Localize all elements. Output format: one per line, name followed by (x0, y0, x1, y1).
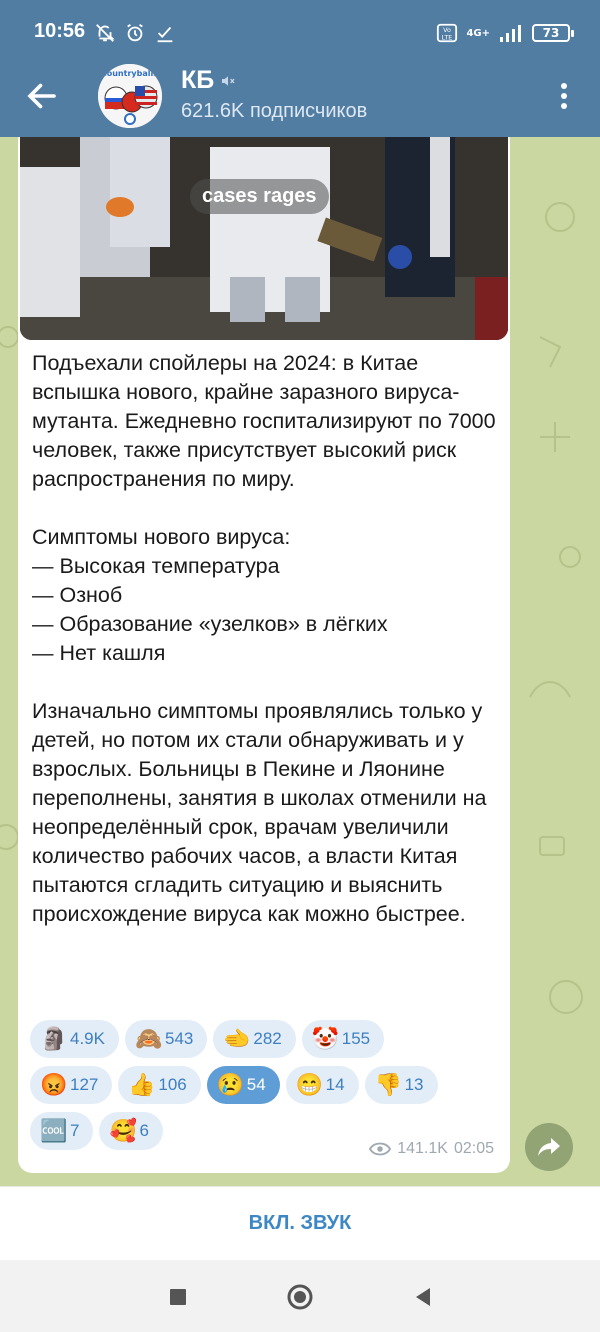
reaction-angry[interactable] (30, 1066, 112, 1104)
reaction-count: 127 (70, 1075, 99, 1094)
system-nav-bar (0, 1260, 600, 1332)
subscriber-count: 621.6K подписчиков (181, 100, 368, 122)
reaction-count: 4.9K (70, 1029, 105, 1048)
reaction-cool[interactable] (30, 1112, 93, 1150)
reaction-count: 6 (139, 1121, 149, 1140)
channel-name: КБ (181, 66, 215, 94)
battery-indicator: 73 (532, 24, 570, 42)
moai-icon: 🗿 (40, 1026, 68, 1051)
reaction-moai[interactable] (30, 1020, 119, 1058)
mute-bell-icon (94, 22, 116, 44)
network-type: 4G+ (466, 27, 490, 39)
reaction-count: 7 (70, 1121, 80, 1140)
cool-icon: 🆒 (40, 1118, 68, 1143)
back-icon[interactable] (408, 1282, 438, 1312)
thumbs-up-icon: 👍 (128, 1072, 156, 1097)
message-text: Подъехали спойлеры на 2024: в Китае вспышка нового, крайне заразного вируса-мутанта. Ежедневно госпитализируют по 7000 человек, также присутствует высокий риск распространения по миру. Симптомы нового вируса: — Высокая температура — Озноб — Образование «узелков» в лёгких — Нет кашля Изначально симптомы проявлялись только у детей, но потом их стали обнаруживать и у взрослых. Больницы в Пекине и Ляонине переполнены, занятия в школах отменили на неопределённый срок, врачам увеличили количество рабочих часов, а власти Китая пытаются сгладить ситуацию и выяснить происхождение вируса как можно быстрее. (32, 351, 496, 926)
reaction-row (30, 1020, 500, 1058)
recent-apps-icon[interactable] (163, 1282, 193, 1312)
video-caption: cases rages (190, 179, 329, 214)
download-check-icon (154, 22, 176, 44)
reaction-thumbs-down[interactable] (365, 1066, 438, 1104)
thumbs-down-icon: 👎 (374, 1072, 402, 1097)
reactions-panel (30, 1020, 500, 1158)
channel-header (0, 62, 600, 137)
svg-text:Vo: Vo (443, 26, 452, 35)
volte-icon (436, 22, 458, 44)
chat-area[interactable] (0, 137, 600, 1186)
see-no-evil-monkey-icon: 🙈 (134, 1026, 163, 1051)
svg-text:countryballs: countryballs (102, 69, 158, 78)
share-button[interactable] (525, 1123, 573, 1171)
reaction-count: 106 (158, 1075, 187, 1094)
reaction-row (30, 1066, 500, 1104)
reaction-count: 14 (325, 1075, 345, 1094)
reaction-count: 282 (253, 1029, 282, 1048)
video-preview[interactable] (20, 137, 508, 340)
status-time: 10:56 (34, 20, 86, 42)
back-arrow-icon[interactable] (24, 78, 60, 114)
reaction-count: 155 (341, 1029, 371, 1048)
reaction-clown[interactable] (302, 1020, 384, 1058)
countryballs-logo-icon (98, 64, 162, 128)
alarm-icon (124, 22, 146, 44)
signal-4g-icon (498, 23, 524, 43)
status-bar (0, 0, 600, 62)
unmute-button[interactable]: ВКЛ. ЗВУК (0, 1186, 600, 1260)
channel-avatar[interactable] (98, 64, 162, 128)
reaction-count: 54 (246, 1075, 266, 1094)
reaction-thumbs-up[interactable] (118, 1066, 200, 1104)
reaction-crying[interactable] (207, 1066, 280, 1104)
clown-icon: 🤡 (311, 1026, 340, 1051)
status-left-icons (94, 22, 176, 44)
home-icon[interactable] (285, 1282, 315, 1312)
grinning-face-icon: 😁 (295, 1072, 324, 1097)
angry-face-icon: 😡 (40, 1072, 68, 1097)
channel-title[interactable] (181, 66, 236, 95)
view-count: 141.1K (397, 1140, 448, 1157)
video-thumbnail (20, 137, 508, 340)
message-bubble[interactable] (18, 137, 510, 1173)
smiling-hearts-icon: 🥰 (109, 1118, 137, 1143)
reaction-count: 13 (404, 1075, 424, 1094)
status-right-icons (436, 22, 570, 44)
crying-face-icon: 😢 (216, 1072, 245, 1097)
reaction-count: 543 (164, 1029, 194, 1048)
share-arrow-icon (536, 1136, 562, 1158)
reaction-smiling-hearts[interactable] (99, 1112, 162, 1150)
message-meta (369, 1140, 494, 1158)
reaction-pointing-hand[interactable] (213, 1020, 295, 1058)
more-vertical-icon[interactable] (552, 78, 576, 114)
speaker-muted-icon (220, 73, 236, 89)
pointing-hand-icon: 🫲 (223, 1026, 251, 1051)
reaction-grinning[interactable] (286, 1066, 359, 1104)
message-time: 02:05 (453, 1140, 494, 1157)
eye-icon (369, 1142, 391, 1156)
reaction-see-no-evil[interactable] (125, 1020, 207, 1058)
svg-text:LTE: LTE (442, 33, 453, 42)
